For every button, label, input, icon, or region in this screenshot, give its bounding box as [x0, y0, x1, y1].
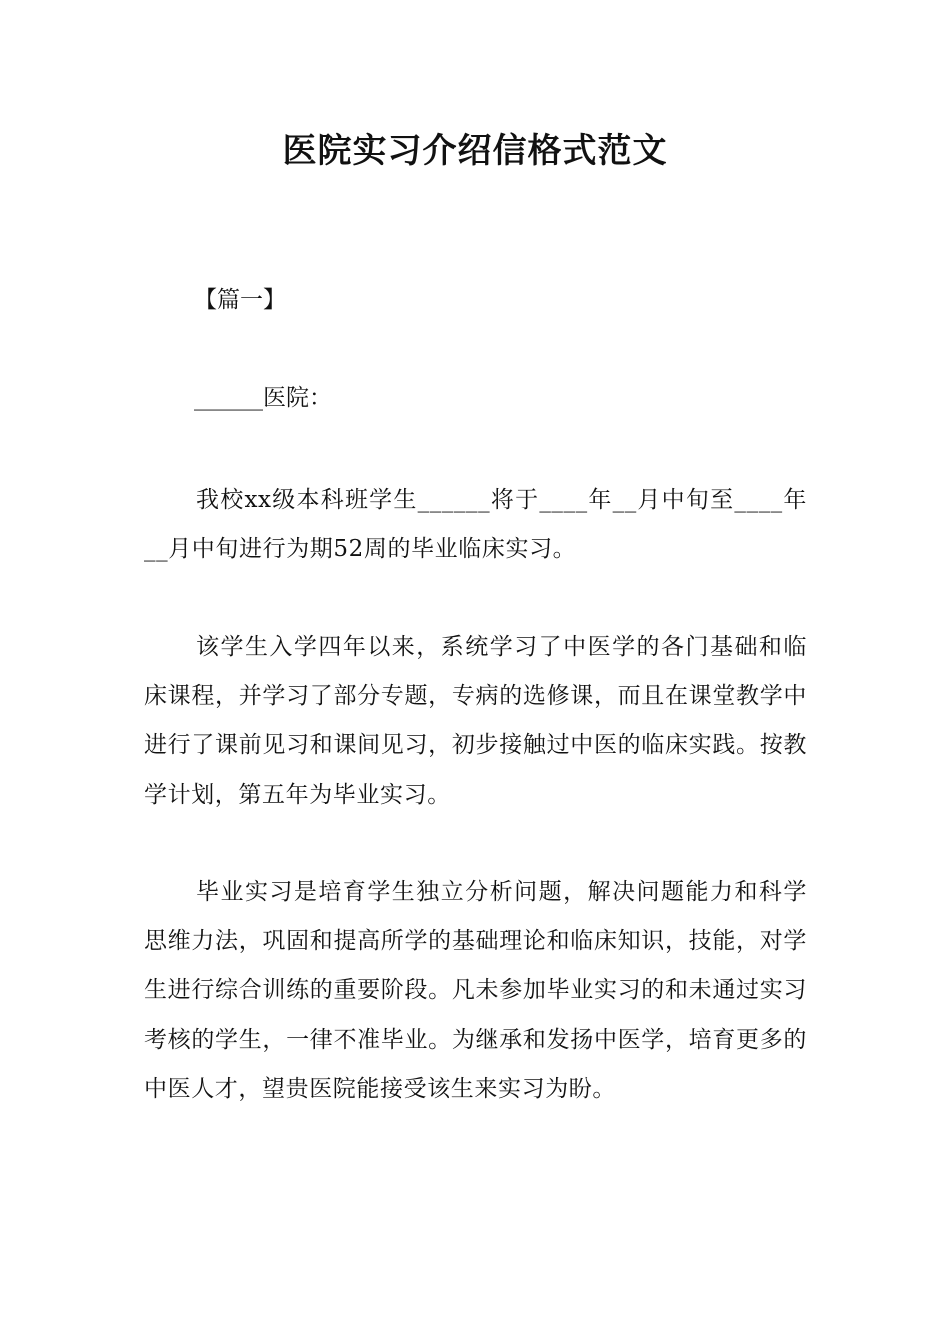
- section-label: 【篇一】: [194, 287, 286, 313]
- document-title: 医院实习介绍信格式范文: [282, 131, 668, 171]
- salutation: ______医院：: [194, 385, 332, 411]
- paragraph-internship-importance: 毕业实习是培育学生独立分析问题，解决问题能力和科学思维力法，巩固和提高所学的基础理论和临床知识，技能，对学生进行综合训练的重要阶段。凡未参加毕业实习的和未通过实习考核的学生，一律不准毕业。为继承和发扬中医学，培育更多的中医人才，望贵医院能接受该生来实习为盼。: [144, 879, 807, 1102]
- paragraph-student-background: 该学生入学四年以来，系统学习了中医学的各门基础和临床课程，并学习了部分专题，专病的选修课，而且在课堂教学中进行了课前见习和课间见习，初步接触过中医的临床实践。按教学计划，第五年为毕业实习。: [144, 634, 807, 808]
- paragraph-internship-period: 我校xx级本科班学生______将于____年__月中旬至____年__月中旬进行为期52周的毕业临床实习。: [144, 487, 807, 563]
